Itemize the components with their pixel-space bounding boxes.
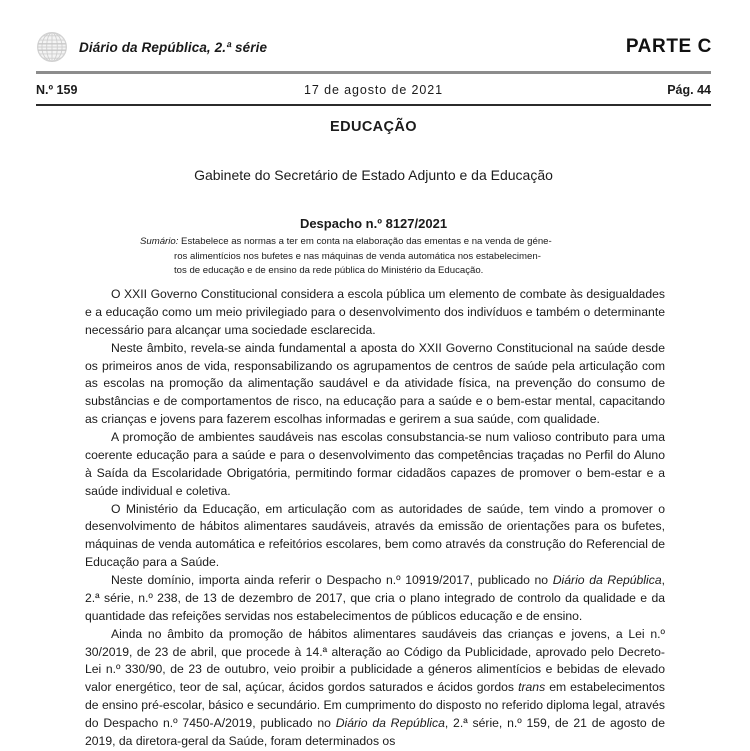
- armillary-sphere-icon: [35, 30, 69, 64]
- paragraph-5: [85, 572, 665, 626]
- issue-number: N.º 159: [36, 83, 78, 97]
- summary-line-3: [140, 264, 620, 279]
- summary-line-2: [140, 250, 620, 265]
- header-rule-top: [36, 71, 711, 74]
- citation-diario-republica-2: Diário da República: [335, 716, 445, 730]
- summary-text-3: tos de educação e de ensino da rede pública do Ministério da Educação.: [174, 265, 484, 277]
- paragraph-5-part-a: Neste domínio, importa ainda referir o Despacho n.º 10919/2017, publicado no: [111, 573, 553, 587]
- issue-date: 17 de agosto de 2021: [304, 83, 443, 97]
- paragraph-2: Neste âmbito, revela-se ainda fundamental a aposta do XXII Governo Constitucional na saúde desde os primeiros anos de vida, responsabilizando os agrupamentos de centros de saúde pela articulação com as escolas na promoção da alimentação saudável e da atividade física, na prevenção do consumo de substâncias e de comportamentos de risco, na educação para a saúde e o bem-estar mental, capacitando as crianças e jovens para fazerem escolhas informadas e gerirem a sua saúde, com qualidade.: [85, 340, 665, 427]
- paragraph-6-part-c: , 2.ª série, n.º 159, de 21 de agosto de 2019, da diretora-geral da Saúde, foram determinados os: [85, 716, 665, 748]
- summary-block: [140, 235, 620, 279]
- summary-text-2: ros alimentícios nos bufetes e nas máquinas de venda automática nos estabelecimen-: [174, 250, 541, 262]
- term-trans: trans: [518, 680, 546, 695]
- paragraph-5-part-b: , 2.ª série, n.º 238, de 13 de dezembro de 2017, que cria o plano integrado de controlo da qualidade e da quantidade das refeições servidas nos estabelecimentos de públicos educação e de ensino.: [85, 573, 665, 623]
- paragraph-6-part-a: Ainda no âmbito da promoção de hábitos alimentares saudáveis das crianças e jovens, a Lei n.º 30/2019, de 23 de abril, que procede à 14.ª alteração ao Código da Publicidade, aprovado pelo Decreto-Lei n.º 330/90, de 23 de outubro, veio proibir a publicidade a géneros alimentícios e bebidas de elevado valor energético, teor de sal, açúcar, ácidos gordos saturados e ácidos gordos: [85, 626, 665, 695]
- part-label: PARTE C: [625, 36, 712, 57]
- issuing-office: Gabinete do Secretário de Estado Adjunto e da Educação: [194, 167, 553, 183]
- body-text: [85, 286, 665, 751]
- paragraph-3: A promoção de ambientes saudáveis nas escolas consubstancia-se num valioso contributo para uma coerente educação para a saúde e para o desenvolvimento das competências traçadas no Perfil do Aluno à Saída da Escolaridade Obrigatória, permitindo formar cidadãos capazes de promover o bem-estar e a saúde individual e coletiva.: [85, 430, 665, 498]
- masthead: [35, 26, 712, 68]
- section-title: EDUCAÇÃO: [330, 119, 417, 135]
- paragraph-6-part-b: em estabelecimentos de ensino pré-escolar, básico e secundário. Em cumprimento do disposto no referido diploma legal, através do Despacho n.º 7450-A/2019, publicado no: [85, 680, 665, 730]
- paragraph-1: O XXII Governo Constitucional considera a escola pública um elemento de combate às desigualdades e a educação como um meio privilegiado para o desenvolvimento dos indivíduos e também o determinante necessário para alcançar uma sociedade esclarecida.: [85, 287, 665, 337]
- summary-label: Sumário:: [140, 236, 179, 247]
- issue-info-bar: [36, 78, 711, 102]
- document-heading-block: [36, 112, 711, 231]
- summary-line-1: [140, 235, 620, 250]
- header-rule-bottom: [36, 104, 711, 106]
- act-number: Despacho n.º 8127/2021: [299, 216, 448, 231]
- publication-title: Diário da República, 2.ª série: [79, 39, 268, 55]
- paragraph-4: O Ministério da Educação, em articulação com as autoridades de saúde, tem vindo a promover o desenvolvimento de hábitos alimentares saudáveis, através da emissão de orientações para os bufetes, máquinas de venda automática e refeitórios escolares, bem como através da construção do Referencial de Educação para a Saúde.: [85, 501, 665, 570]
- page-number: Pág. 44: [667, 83, 711, 97]
- summary-text-1: Estabelece as normas a ter em conta na elaboração das ementas e na venda de géne-: [178, 236, 552, 247]
- paragraph-6: [85, 626, 665, 751]
- citation-diario-republica-1: Diário da República: [552, 573, 662, 587]
